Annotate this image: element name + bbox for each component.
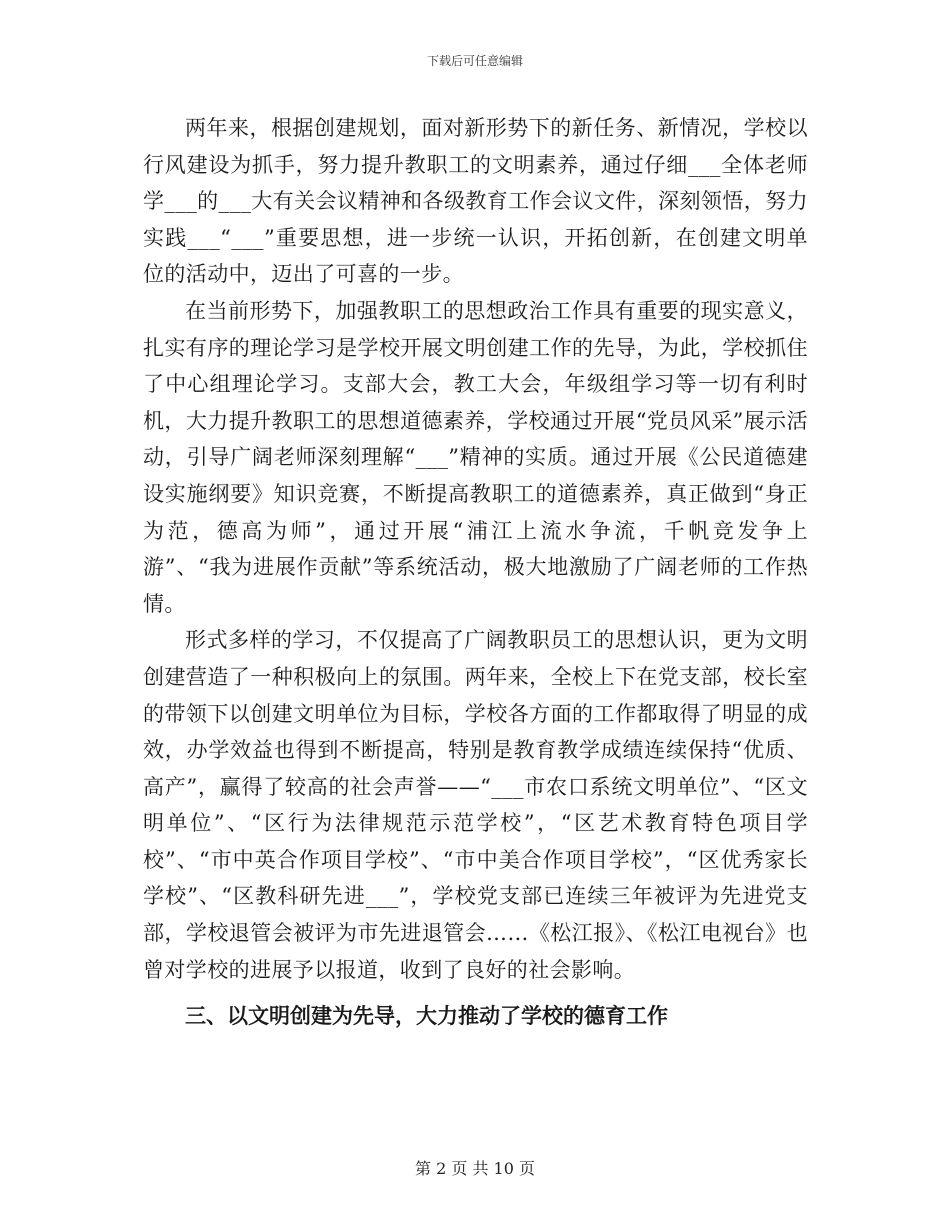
page-footer: 第 2 页 共 10 页 bbox=[415, 1159, 535, 1178]
section-heading: 三、以文明创建为先导，大力推动了学校的德育工作 bbox=[185, 1004, 668, 1029]
paragraph-2: 在当前形势下，加强教职工的思想政治工作具有重要的现实意义，扎实有序的理论学习是学校开展文明创建工作的先导，为此，学校抓住了中心组理论学习。支部大会，教工大会，年级组学习等一切有利时机，大力提升教职工的思想道德素养，学校通过开展“党员风采”展示活动，引导广阔老师深刻理解“___”精神的实质。通过开展《公民道德建设实施纲要》知识竞赛，不断提高教职工的道德素养，真正做到“身正为范，德高为师”，通过开展“浦江上流水争流，千帆竞发争上游”、“我为进展作贡献”等系统活动，极大地激励了广阔老师的工作热情。 bbox=[143, 298, 808, 616]
paragraph-1: 两年来，根据创建规划，面对新形势下的新任务、新情况，学校以行风建设为抓手，努力提升教职工的文明素养，通过仔细___全体老师学___的___大有关会议精神和各级教育工作会议文件，深刻领悟，努力实践___“___”重要思想，进一步统一认识，开拓创新，在创建文明单位的活动中，迈出了可喜的一步。 bbox=[143, 116, 808, 287]
paragraph-3: 形式多样的学习，不仅提高了广阔教职员工的思想认识，更为文明创建营造了一种积极向上的氛围。两年来，全校上下在党支部，校长室的带领下以创建文明单位为目标，学校各方面的工作都取得了明显的成效，办学效益也得到不断提高，特别是教育教学成绩连续保持“优质、高产”，赢得了较高的社会声誉——“___市农口系统文明单位”、“区文明单位”、“区行为法律规范示范学校”，“区艺术教育特色项目学校”、“市中英合作项目学校”、“市中美合作项目学校”，“区优秀家长学校”、“区教科研先进___”，学校党支部已连续三年被评为先进党支部，学校退管会被评为市先进退管会……《松江报》、《松江电视台》也曾对学校的进展予以报道，收到了良好的社会影响。 bbox=[143, 628, 808, 982]
page-header: 下载后可任意编辑 bbox=[426, 54, 523, 68]
document-body bbox=[143, 110, 808, 1035]
